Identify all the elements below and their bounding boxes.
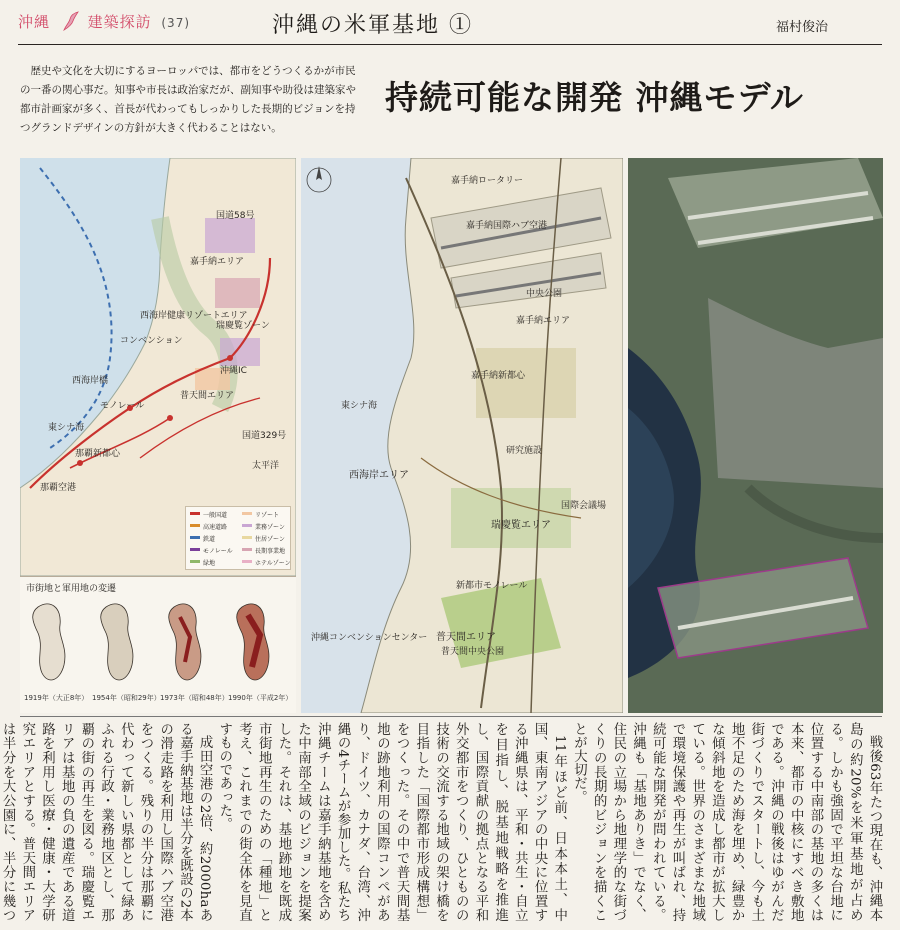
legend-item: 鉄道 xyxy=(190,534,215,543)
label-kadena-area: 嘉手納エリア xyxy=(516,316,571,326)
header-rule xyxy=(18,44,882,45)
label-route58: 国道58号 xyxy=(216,211,255,221)
label-kadena-new-center: 嘉手納新都心 xyxy=(471,371,526,381)
label-kadena-rotary: 嘉手納ロータリー xyxy=(451,176,524,186)
author-name: 福村俊治 xyxy=(775,20,828,35)
inset-title: 市街地と軍用地の変遷 xyxy=(26,584,117,594)
label-kadena-area: 嘉手納エリア xyxy=(190,257,245,267)
series-number: (37) xyxy=(161,16,191,30)
label-futenma-area: 普天間エリア xyxy=(180,391,235,401)
legend-item: モノレール xyxy=(190,546,233,555)
page-header xyxy=(0,0,900,46)
label-zukeiran-zone: 瑞慶覧ゾーン xyxy=(216,321,270,331)
label-convention-center: 沖縄コンベンションセンター xyxy=(311,633,428,643)
headline: 持続可能な開発 沖縄モデル xyxy=(385,78,804,117)
page-title: 沖縄の米軍基地 ① xyxy=(272,13,473,38)
article-body xyxy=(0,722,884,922)
inset-year-1954: 1954年（昭和29年） xyxy=(92,694,161,702)
legend-item: 高速道路 xyxy=(190,522,227,531)
legend-item: 業務ゾーン xyxy=(242,522,285,531)
series-okinawa-label: 沖縄 xyxy=(18,13,51,31)
okinawa-island-icon xyxy=(60,10,82,32)
legend-item: 一般国道 xyxy=(190,510,227,519)
label-west-bridge: 西海岸橋 xyxy=(72,376,109,386)
inset-year-1919: 1919年（大正8年） xyxy=(24,694,89,702)
aerial-photo xyxy=(628,158,883,713)
lead-paragraph: 歴史や文化を大切にするヨーロッパでは、都市をどうつくるかが市民の一番の関心事だ。知事や市長は政治家だが、副知事や助役は建築家や都市計画家が多く、首長が代わってもしっかりした長期的ビジョンを持つグランドデザインの方針が大きく代わることはない。 xyxy=(20,65,356,134)
legend-item: 緑地 xyxy=(190,558,215,567)
legend-item: 長期事業地 xyxy=(242,546,285,555)
regional-plan-map xyxy=(20,158,296,713)
inset-year-1973: 1973年（昭和48年） xyxy=(160,694,229,702)
label-research: 研究施設 xyxy=(506,446,543,456)
legend-item: 住居ゾーン xyxy=(242,534,285,543)
map-legend xyxy=(185,506,291,570)
label-monorail: 新都市モノレール xyxy=(456,581,528,591)
body-paragraph: 成田空港の2倍、約2000haある嘉手納基地は半分を既設の2本の滑走路を利用し国際ハブ空港をつくる。残りの半分は那覇に代わって新しい県都として緑あふれる行政・業務地区とし、那覇の街の再生を図る。瑞慶覧エリアは基地の負の遺産である道路を利用し医療・健康・大学研究エリアとする。普天間エリアは半分を大公園に、半分に幾つ xyxy=(0,722,213,922)
label-conference-hall: 国際会議場 xyxy=(561,501,607,511)
label-okinawa-ic: 沖縄IC xyxy=(220,366,247,376)
label-naha-airport: 那覇空港 xyxy=(40,483,77,493)
series-name-label: 建築探訪 xyxy=(87,13,152,31)
label-west-resort: 西海岸健康リゾートエリア xyxy=(140,311,248,321)
label-east-china-sea: 東シナ海 xyxy=(48,423,85,433)
label-hub-airport: 嘉手納国際ハブ空港 xyxy=(466,221,548,231)
urban-change-inset xyxy=(20,576,296,713)
label-route329: 国道329号 xyxy=(242,431,287,441)
master-plan-map xyxy=(301,158,623,713)
label-west-coast-area: 西海岸エリア xyxy=(349,470,409,481)
legend-item: ホテルゾーン xyxy=(242,558,291,567)
body-paragraph: 11年ほど前、日本本土、中国、東南アジアの中央に位置する沖縄県は、平和・共生・自立を目指し、脱基地戦略を推進し、国際貢献の拠点となる平和外交都市をつくり、ひとものの技術の交流する地域の架け橋を目指した「国際都市形成構想」をつくった。その中で普天間基地の跡地利用の国際コンペがあり、ドイツ、カナダ、台湾、沖縄の4チームが参加した。私たち沖縄チームは嘉手納基地を含めた中南部全域のビジョンを提案した。それは、基地跡地を既成市街地再生のための「種地」と考え、これまでの街全体を見直すものであった。 xyxy=(216,722,567,922)
label-convention: コンベンション xyxy=(120,336,183,346)
label-central-park: 中央公園 xyxy=(526,289,563,299)
label-pacific: 太平洋 xyxy=(252,461,280,471)
label-futenma-area: 普天間エリア xyxy=(436,632,496,643)
series-title xyxy=(18,10,190,32)
label-east-china-sea: 東シナ海 xyxy=(341,401,378,411)
legend-item: リゾート xyxy=(242,510,279,519)
aerial-photo-graphic xyxy=(628,158,883,713)
label-zukeiran-area: 瑞慶覧エリア xyxy=(491,520,551,531)
label-futenma-park: 普天間中央公園 xyxy=(441,647,505,657)
column-divider xyxy=(20,716,882,717)
label-monorail: モノレール xyxy=(100,401,145,411)
label-naha-new-city: 那覇新都心 xyxy=(75,449,121,459)
inset-year-1990: 1990年（平成2年） xyxy=(228,694,293,702)
body-paragraph: 戦後63年たつ現在も、沖縄本島の約20%を米軍基地が占める。しかも強固で平坦な台地に位置する中南部の基地の多くは本来、都市の中核にすべき敷地である。沖縄の戦後はゆがんだ街づくりでスタートし、今も土地不足のため海を埋め、緑豊かな傾斜地を造成し都市が拡大している。世界のさまざまな地域で環境保護や再生が叫ばれ、持続可能な開発が問われている。沖縄も「基地ありき」でなく、住民の立場から地理学的な街づくりの長期的ビジョンを描くことが大切だ。 xyxy=(571,722,882,922)
